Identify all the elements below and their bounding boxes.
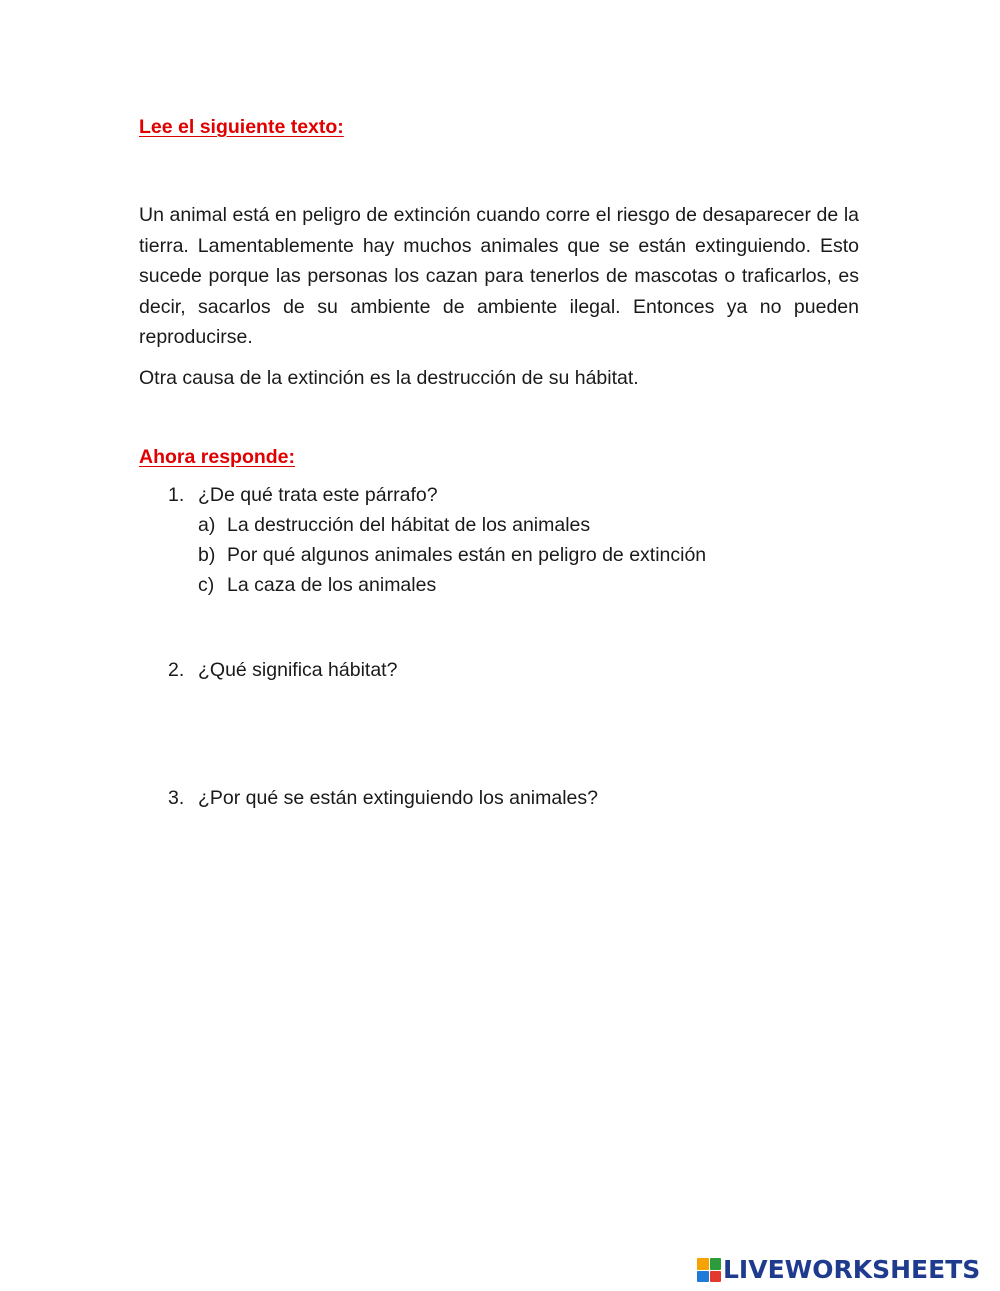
brand-name: LIVEWORKSHEETS <box>723 1255 981 1284</box>
instructions-heading: Lee el siguiente texto: <box>139 116 344 138</box>
option-letter: b) <box>198 544 216 566</box>
liveworksheets-logo <box>697 1255 980 1285</box>
option-a[interactable] <box>198 510 859 540</box>
question-number: 2. <box>168 659 185 681</box>
worksheet-page <box>139 112 859 813</box>
logo-block-4 <box>710 1271 722 1283</box>
question-number: 1. <box>168 484 185 506</box>
question-2 <box>139 655 859 685</box>
logo-block-2 <box>710 1258 722 1270</box>
question-text: ¿Por qué se están extinguiendo los animales? <box>198 787 598 809</box>
option-text: La destrucción del hábitat de los animales <box>227 514 591 536</box>
passage-paragraph-1: Un animal está en peligro de extinción cuando corre el riesgo de desaparecer de la tierra. Lamentablemente hay muchos animales que se están extinguiendo. Esto sucede porque las personas los cazan para tenerlos de mascotas o traficarlos, es decir, sacarlos de su ambiente de ambiente ilegal. Entonces ya no pueden reproducirse. <box>139 204 859 348</box>
question-3 <box>139 783 859 813</box>
passage-paragraph-2: Otra causa de la extinción es la destrucción de su hábitat. <box>139 366 639 389</box>
reading-passage <box>139 200 859 393</box>
option-letter: a) <box>198 514 216 536</box>
option-b[interactable] <box>198 540 859 570</box>
question-text: ¿Qué significa hábitat? <box>198 659 398 681</box>
question-list <box>139 480 859 813</box>
question-text: ¿De qué trata este párrafo? <box>198 484 438 506</box>
option-text: La caza de los animales <box>227 574 437 596</box>
option-text: Por qué algunos animales están en peligro de extinción <box>227 544 707 566</box>
question-1 <box>139 480 859 600</box>
question-number: 3. <box>168 787 185 809</box>
answer-options <box>198 510 859 600</box>
liveworksheets-icon <box>697 1258 721 1282</box>
logo-block-3 <box>697 1271 709 1283</box>
option-letter: c) <box>198 574 215 596</box>
option-c[interactable] <box>198 570 859 600</box>
questions-heading: Ahora responde: <box>139 446 296 468</box>
logo-block-1 <box>697 1258 709 1270</box>
